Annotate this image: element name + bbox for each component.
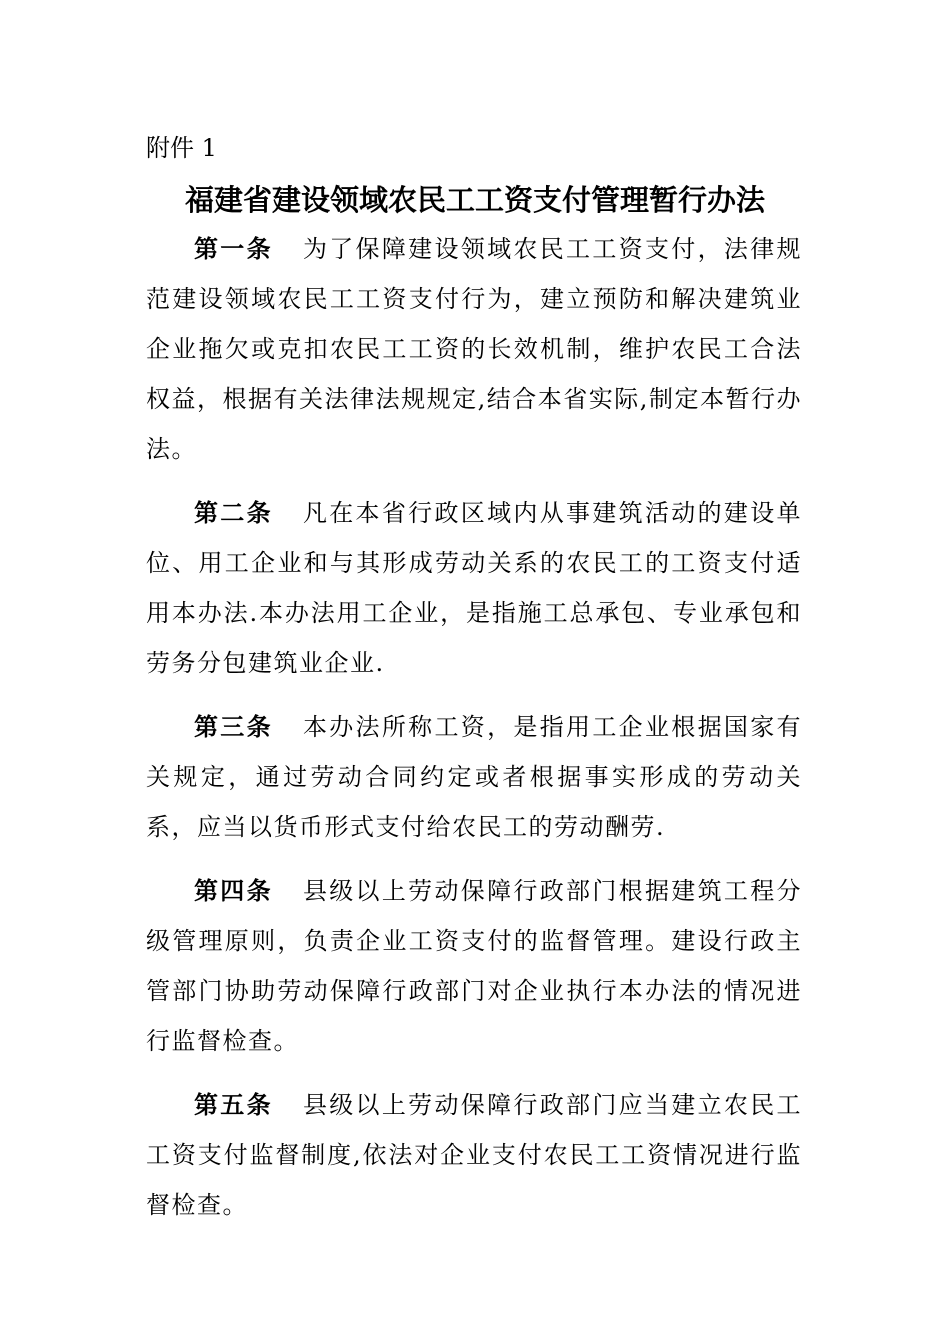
article-text: 为了保障建设领域农民工工资支付，法律规范建设领域农民工工资支付行为，建立预防和解决建筑业企业拖欠或克扣农民工工资的长效机制，维护农民工合法权益，根据有关法律法规规定,结合本省实际,制定本暂行办法。 (146, 235, 803, 463)
article-text: 本办法所称工资，是指用工企业根据国家有关规定，通过劳动合同约定或者根据事实形成的劳动关系，应当以货币形式支付给农民工的劳动酬劳. (146, 713, 803, 841)
article-heading: 第三条 (194, 712, 273, 741)
document-title: 福建省建设领域农民工工资支付管理暂行办法 (184, 183, 765, 217)
article-text: 县级以上劳动保障行政部门应当建立农民工工资支付监督制度,依法对企业支付农民工工资情况进行监督检查。 (146, 1091, 803, 1219)
attachment-label: 附件 1 (146, 134, 217, 162)
article-1 (146, 224, 802, 474)
article-2 (146, 488, 802, 688)
article-heading: 第四条 (194, 876, 273, 905)
article-heading: 第二条 (194, 498, 273, 527)
article-4 (146, 866, 802, 1066)
article-3 (146, 702, 802, 852)
article-heading: 第五条 (194, 1090, 273, 1119)
article-text: 凡在本省行政区域内从事建筑活动的建设单位、用工企业和与其形成劳动关系的农民工的工资支付适用本办法.本办法用工企业，是指施工总承包、专业承包和劳务分包建筑业企业. (146, 499, 803, 677)
article-heading: 第一条 (194, 234, 273, 263)
article-5 (146, 1080, 802, 1230)
article-text: 县级以上劳动保障行政部门根据建筑工程分级管理原则，负责企业工资支付的监督管理。建设行政主管部门协助劳动保障行政部门对企业执行本办法的情况进行监督检查。 (146, 877, 803, 1055)
document-body (146, 224, 802, 1230)
